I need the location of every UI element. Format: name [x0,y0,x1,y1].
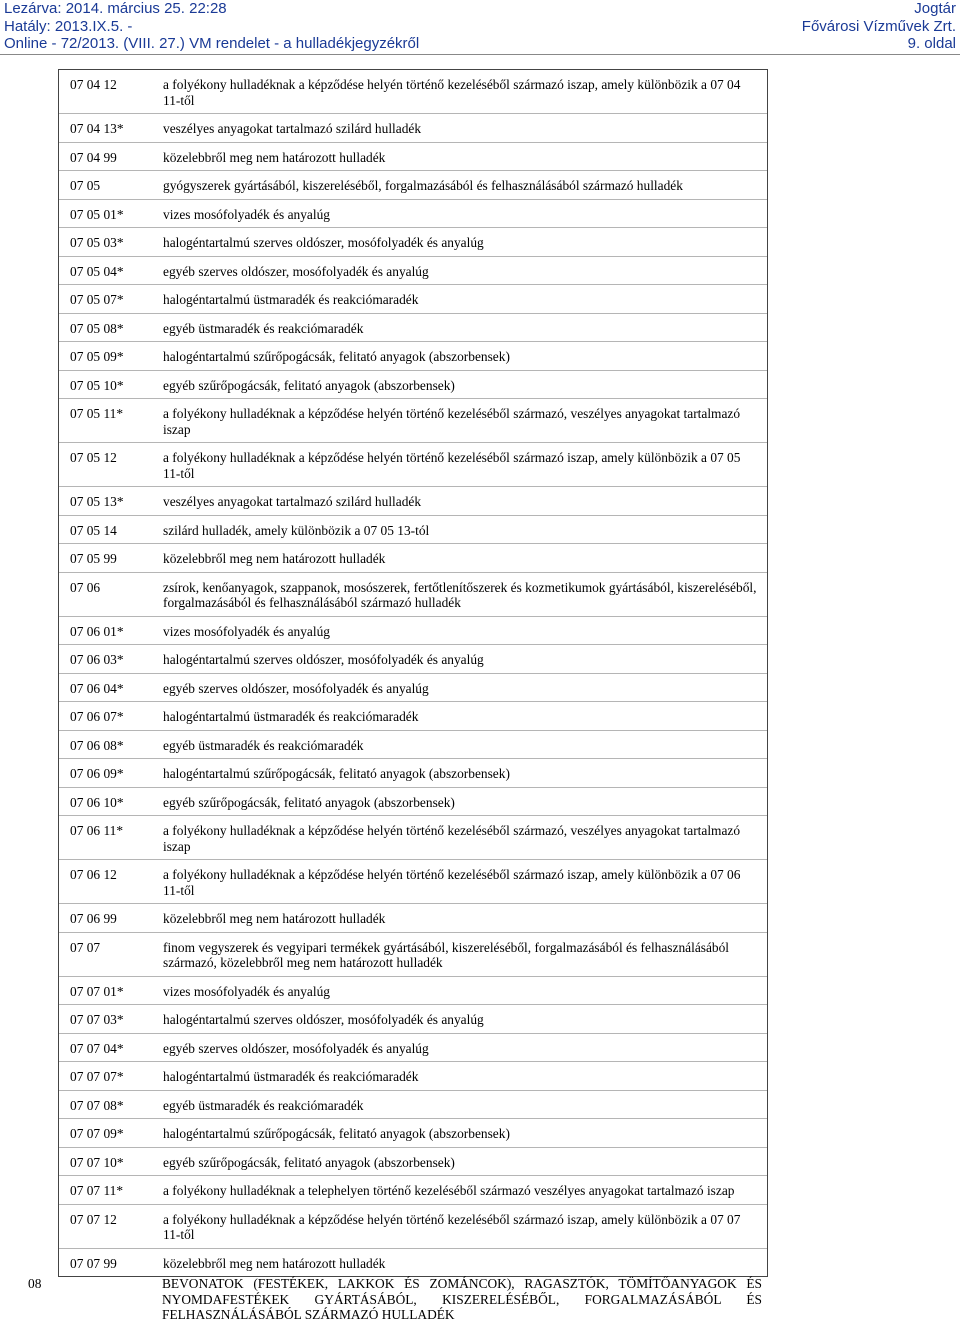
header-left [4,0,419,53]
table-row [59,543,767,572]
header-divider [0,54,960,55]
waste-description: szilárd hulladék, amely különbözik a 07 05 13-tól [163,522,430,538]
table-row [59,113,767,142]
waste-code: 07 05 11* [70,406,124,421]
waste-code: 07 07 11* [70,1183,124,1198]
table-row [59,616,767,645]
table-row [59,199,767,228]
table-row [59,1004,767,1033]
waste-description: egyéb szerves oldószer, mosófolyadék és anyalúg [163,1040,429,1056]
waste-code: 07 06 10* [70,794,124,810]
waste-description: veszélyes anyagokat tartalmazó szilárd hulladék [163,494,422,509]
waste-description: egyéb szűrőpogácsák, felitató anyagok (abszorbensek) [163,377,455,393]
page-number: 9. oldal [907,35,956,52]
waste-code: 07 06 08* [70,737,124,753]
table-row [59,284,767,313]
table-row [59,572,767,616]
table-row [59,976,767,1005]
waste-description: egyéb üstmaradék és reakciómaradék [163,737,364,753]
waste-description: halogéntartalmú szűrőpogácsák, felitató anyagok (abszorbensek) [163,1126,510,1141]
waste-code: 07 06 04* [70,680,124,696]
waste-description: a folyékony hulladéknak a telephelyen történő kezeléséből származó veszélyes anyagokat tartalmazó iszap [163,1183,735,1198]
waste-description: gyógyszerek gyártásából, kiszereléséből, forgalmazásából és felhasználásából származó hulladék [163,178,683,193]
waste-code: 07 07 08* [70,1097,124,1113]
waste-code: 07 06 09* [70,766,124,781]
waste-description: közelebbről meg nem határozott hulladék [163,911,386,926]
waste-description: egyéb szerves oldószer, mosófolyadék és anyalúg [163,263,429,279]
waste-code: 07 07 07* [70,1069,124,1084]
waste-description: a folyékony hulladéknak a képződése helyén történő kezeléséből származó iszap, amely különbözik a 07 04 11-től [163,77,741,108]
table-row [59,903,767,932]
waste-code: 07 06 99 [70,911,117,926]
chapter-description: BEVONATOK (FESTÉKEK, LAKKOK ÉS ZOMÁNCOK), RAGASZTÓK, TÖMÍTŐANYAGOK ÉS NYOMDAFESTÉKEK GYÁRTÁSÁBÓL, KISZERELÉSÉBŐL, FORGALMAZÁSÁBÓL ÉS FELHASZNÁLÁSÁBÓL SZÁRMAZÓ HULLADÉK [162,1276,762,1322]
waste-description: a folyékony hulladéknak a képződése helyén történő kezeléséből származó iszap, amely különbözik a 07 07 11-től [163,1211,741,1242]
waste-description: veszélyes anyagokat tartalmazó szilárd hulladék [163,121,422,136]
waste-description: egyéb szűrőpogácsák, felitató anyagok (abszorbensek) [163,794,455,810]
waste-code: 07 05 [70,178,101,193]
waste-description: egyéb szerves oldószer, mosófolyadék és anyalúg [163,680,429,696]
table-row [59,1090,767,1119]
waste-description: halogéntartalmú üstmaradék és reakciómaradék [163,709,419,724]
effective-date: Hatály: 2013.IX.5. - [4,17,133,35]
table-row [59,341,767,370]
waste-description: közelebbről meg nem határozott hulladék [163,149,386,165]
waste-description: közelebbről meg nem határozott hulladék [163,551,386,566]
waste-description: finom vegyszerek és vegyipari termékek gyártásából, kiszereléséből, forgalmazásából és felhasználásából származó, közelebbről meg nem határozott hulladék [163,939,730,970]
waste-code: 07 07 04* [70,1040,124,1056]
table-row [59,515,767,544]
waste-code: 07 07 03* [70,1012,124,1027]
licensee-name: Fővárosi Vízművek Zrt. [801,17,956,35]
table-row [59,486,767,515]
waste-code: 07 06 07* [70,709,124,724]
waste-description: egyéb üstmaradék és reakciómaradék [163,1097,364,1113]
waste-description: közelebbről meg nem határozott hulladék [163,1255,386,1271]
waste-description: a folyékony hulladéknak a képződése helyén történő kezeléséből származó iszap, amely különbözik a 07 05 11-től [163,450,741,481]
waste-description: halogéntartalmú szerves oldószer, mosófolyadék és anyalúg [163,235,484,250]
waste-description: vizes mosófolyadék és anyalúg [163,206,330,222]
page-header [0,0,960,56]
waste-code: 07 05 04* [70,263,124,279]
table-row [59,673,767,702]
waste-code: 07 05 03* [70,235,124,250]
waste-code: 07 05 01* [70,206,124,222]
waste-code: 07 07 10* [70,1154,124,1170]
waste-description: zsírok, kenőanyagok, szappanok, mosószerek, fertőtlenítőszerek és kozmetikumok gyártásából, kiszereléséből, forgalmazásából és felhasználásából származó hulladék [163,579,757,610]
waste-code: 07 05 07* [70,292,124,307]
table-row [59,644,767,673]
waste-code: 07 04 99 [70,149,117,165]
waste-code: 07 07 99 [70,1255,117,1271]
waste-description: a folyékony hulladéknak a képződése helyén történő kezeléséből származó iszap, amely különbözik a 07 06 11-től [163,867,741,898]
table-row [59,1248,767,1277]
waste-description: halogéntartalmú szűrőpogácsák, felitató anyagok (abszorbensek) [163,349,510,364]
waste-description: halogéntartalmú üstmaradék és reakciómaradék [163,292,419,307]
table-row [59,1175,767,1204]
table-row [59,1118,767,1147]
waste-code-table [58,69,768,1277]
table-row [59,787,767,816]
waste-description: halogéntartalmú szerves oldószer, mosófolyadék és anyalúg [163,652,484,667]
table-row [59,1061,767,1090]
waste-code: 07 05 10* [70,377,124,393]
waste-description: halogéntartalmú szűrőpogácsák, felitató anyagok (abszorbensek) [163,766,510,781]
table-row [59,932,767,976]
table-row [59,170,767,199]
table-row [59,370,767,399]
chapter-code: 08 [28,1276,42,1291]
waste-code: 07 06 01* [70,623,124,639]
waste-code: 07 05 99 [70,551,117,566]
header-right [802,0,956,53]
waste-description: egyéb üstmaradék és reakciómaradék [163,320,364,336]
waste-code: 07 06 11* [70,823,124,838]
waste-description: vizes mosófolyadék és anyalúg [163,983,330,999]
table-row [59,859,767,903]
table-row [59,313,767,342]
waste-code: 07 07 09* [70,1126,124,1141]
waste-code: 07 05 12 [70,450,117,465]
waste-code: 07 05 14 [70,522,117,538]
waste-code: 07 05 09* [70,349,124,364]
waste-code: 07 05 13* [70,494,124,509]
waste-code: 07 04 12 [70,77,117,92]
table-row [59,815,767,859]
source-name: Jogtár [914,0,956,17]
waste-description: a folyékony hulladéknak a képződése helyén történő kezeléséből származó, veszélyes anyagokat tartalmazó iszap [163,406,741,437]
waste-code: 07 06 [70,579,101,595]
table-row [59,730,767,759]
table-row [59,1147,767,1176]
table-row [59,398,767,442]
table-row [59,442,767,486]
closing-date: Lezárva: 2014. március 25. 22:28 [4,0,227,17]
table-row [59,1204,767,1248]
table-row [59,701,767,730]
table-row [59,227,767,256]
table-row [59,1033,767,1062]
waste-description: egyéb szűrőpogácsák, felitató anyagok (abszorbensek) [163,1154,455,1170]
waste-code: 07 06 12 [70,867,117,882]
waste-code: 07 07 01* [70,983,124,999]
waste-description: halogéntartalmú üstmaradék és reakciómaradék [163,1069,419,1084]
waste-description: halogéntartalmú szerves oldószer, mosófolyadék és anyalúg [163,1012,484,1027]
waste-code: 07 04 13* [70,121,124,136]
waste-description: a folyékony hulladéknak a képződése helyén történő kezeléséből származó, veszélyes anyagokat tartalmazó iszap [163,823,741,854]
waste-description: vizes mosófolyadék és anyalúg [163,623,330,639]
table-row [59,758,767,787]
table-row [59,70,767,113]
waste-code: 07 06 03* [70,652,124,667]
table-row [59,142,767,171]
waste-code: 07 07 12 [70,1211,117,1227]
waste-code: 07 05 08* [70,320,124,336]
waste-code: 07 07 [70,939,101,955]
document-title: Online - 72/2013. (VIII. 27.) VM rendelet - a hulladékjegyzékről [4,35,420,52]
table-row [59,256,767,285]
